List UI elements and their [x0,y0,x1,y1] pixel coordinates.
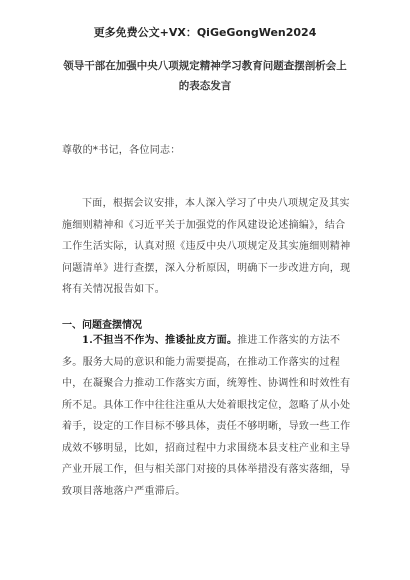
document-title: 领导干部在加强中央八项规定精神学习教育问题查摆剖析会上的表态发言 [63,60,347,92]
salutation: 尊敬的*书记，各位同志： [62,145,181,156]
paragraph-text: 推进工作落实的方法不多。服务大局的意识和能力需要提高，在推动工作落实的过程中，在凝聚合力推动工作落实方面，统筹性、协调性和时效性有所不足。具体工作中往往注重从大处着眼找定位，忽略了从小处着手，设定的工作目标不够具体，责任不够明晰，导致一些工作成效不够明显，比如，招商过程中力求围绕本县支柱产业和主导产业开展工作，但与相关部门对接的具体举措没有落实落细，导致项目落地落户严重滞后。 [62,335,351,497]
intro-paragraph: 下面，根据会议安排，本人深入学习了中央八项规定及其实施细则精神和《习近平关于加强党的作风建设论述摘编》，结合工作生活实际，认真对照《违反中央八项规定及其实施细则精神问题清单》进行查摆，深入分析原因，明确下一步改进方向，现将有关情况报告如下。 [62,198,351,295]
section-heading: 一、问题查摆情况 [62,320,142,331]
paragraph-lead: 1.不担当不作为、推诿扯皮方面。 [82,335,238,346]
watermark-header: 更多免费公文+VX：QiGeGongWen2024 [93,26,317,39]
problem-paragraph [62,330,352,502]
